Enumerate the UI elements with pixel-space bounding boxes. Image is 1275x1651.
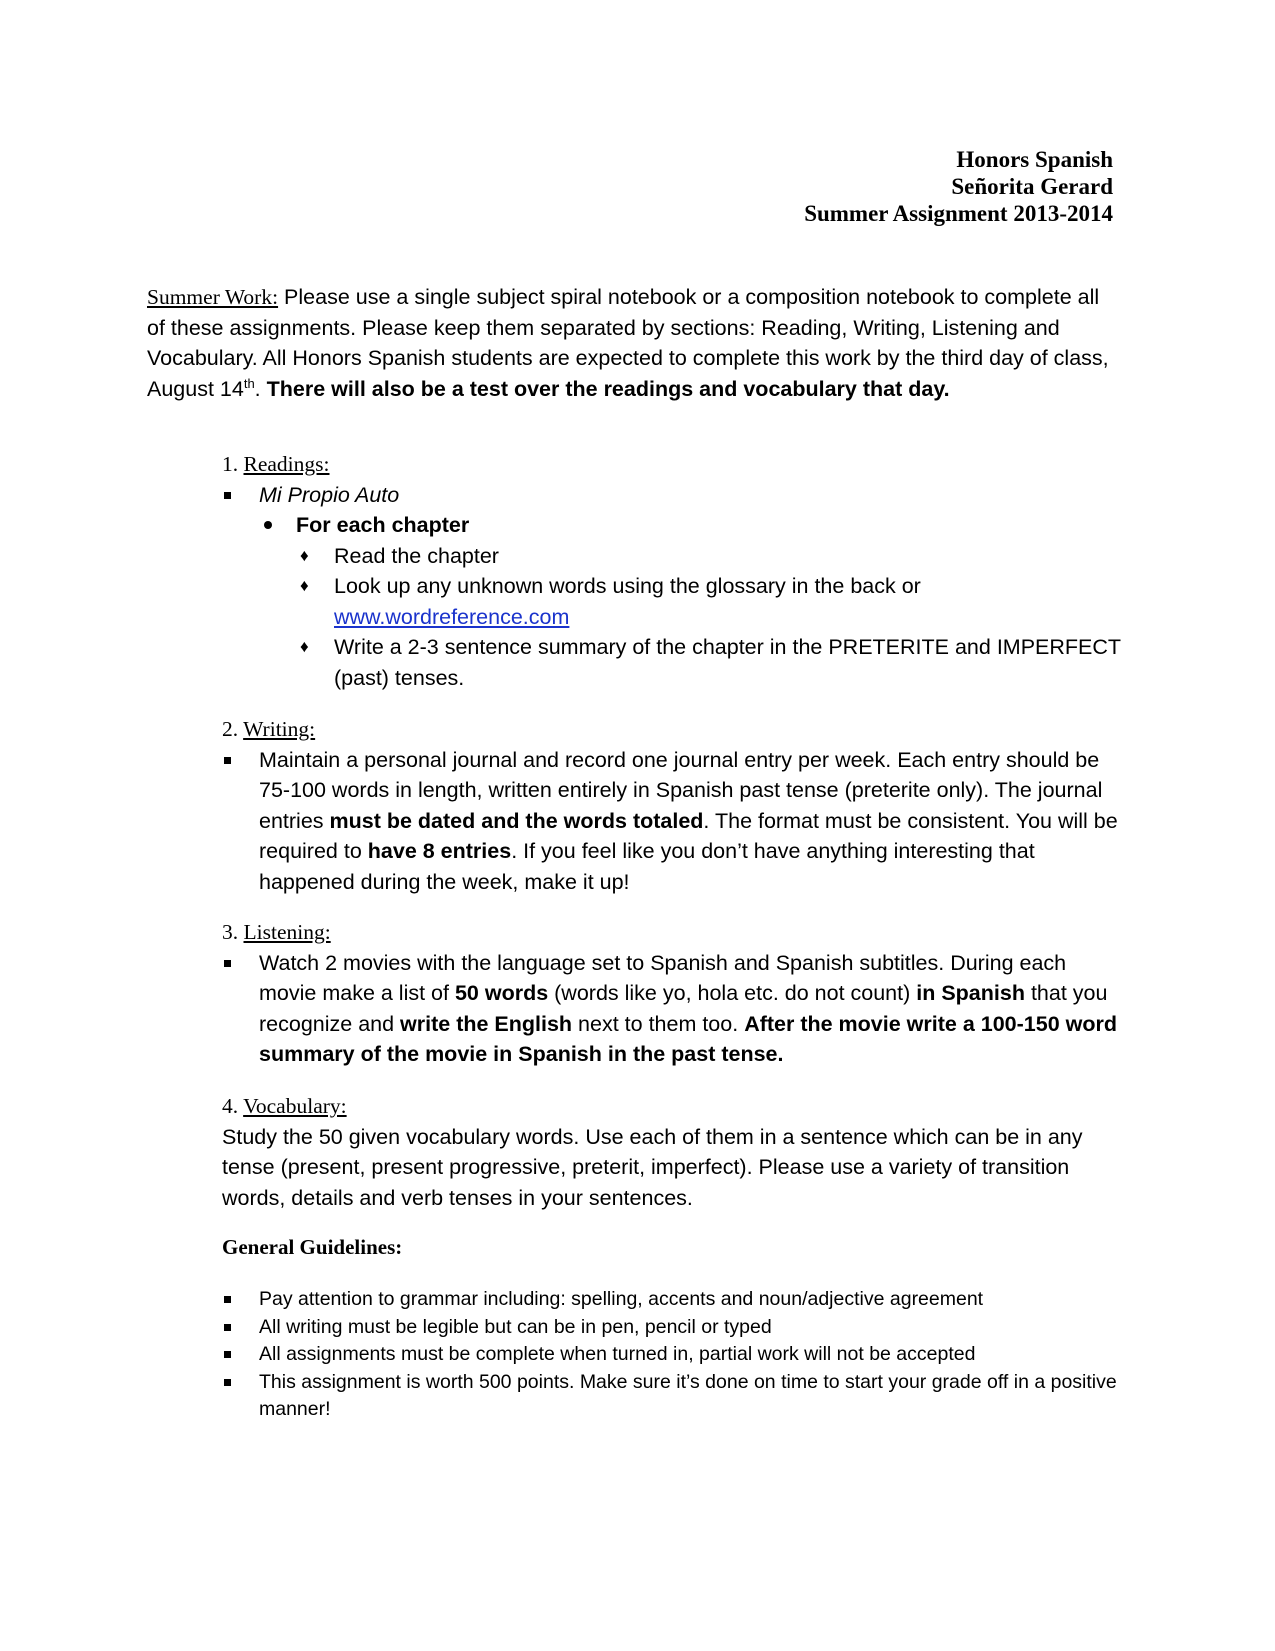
- vocabulary-heading: [222, 1091, 1122, 1122]
- guideline-text: All assignments must be complete when turned in, partial work will not be accepted: [259, 1343, 976, 1365]
- listening-bold-3: write the English: [400, 1011, 573, 1036]
- square-bullet-icon: [224, 492, 231, 499]
- intro-sup: th: [243, 375, 255, 391]
- readings-heading: [222, 449, 1122, 480]
- readings-section: [222, 449, 1122, 693]
- writing-title: Writing:: [243, 717, 316, 741]
- intro-paragraph: [147, 282, 1117, 404]
- listening-section: [222, 917, 1122, 1070]
- listening-text-3: that you recognize and: [259, 981, 1108, 1036]
- writing-number: 2.: [222, 717, 244, 741]
- course-title: Honors Spanish: [956, 147, 1113, 172]
- writing-bold-2: have 8 entries: [367, 839, 512, 863]
- writing-heading: [222, 714, 1122, 745]
- writing-text-2: . The format must be consistent. You will be required to: [259, 808, 1118, 863]
- guideline-text: Pay attention to grammar including: spelling, accents and noun/adjective agreement: [259, 1288, 984, 1310]
- listening-text-4: next to them too.: [572, 1011, 745, 1036]
- list-item: [222, 1286, 1122, 1314]
- listening-number: 3.: [222, 920, 244, 944]
- list-item: [222, 632, 1122, 693]
- list-item: [222, 1314, 1122, 1342]
- writing-text-1: Maintain a personal journal and record one journal entry per week. Each entry should be 75-100 words in length, written entirely in Spanish past tense (preterite only). The journal entries: [259, 747, 1103, 833]
- vocabulary-number: 4.: [222, 1094, 244, 1118]
- list-item: [222, 510, 1122, 541]
- guideline-text: This assignment is worth 500 points. Make sure it’s done on time to start your grade off in a positive manner!: [259, 1370, 1117, 1420]
- diamond-bullet-icon: ♦: [300, 545, 309, 565]
- square-bullet-icon: [224, 1379, 231, 1386]
- guidelines-list: [222, 1286, 1122, 1424]
- step-lookup: Look up any unknown words using the glossary in the back or: [334, 574, 921, 598]
- step-read: Read the chapter: [334, 543, 499, 568]
- diamond-bullet-icon: ♦: [300, 576, 309, 595]
- step-summary: Write a 2-3 sentence summary of the chapter in the PRETERITE and IMPERFECT (past) tenses.: [334, 635, 1121, 690]
- readings-title: Readings:: [243, 452, 330, 476]
- listening-title: Listening:: [243, 920, 331, 944]
- guideline-text: All writing must be legible but can be in pen, pencil or typed: [259, 1315, 772, 1338]
- square-bullet-icon: [224, 1324, 231, 1331]
- document-header: [804, 146, 1113, 227]
- square-bullet-icon: [224, 1296, 231, 1303]
- square-bullet-icon: [224, 757, 231, 764]
- for-each-chapter: For each chapter: [296, 513, 470, 537]
- vocabulary-section: [222, 1091, 1122, 1213]
- wordreference-link[interactable]: www.wordreference.com: [334, 604, 570, 629]
- writing-section: [222, 714, 1122, 897]
- listening-bold-1: 50 words: [454, 981, 549, 1005]
- writing-text-3: . If you feel like you don’t have anything interesting that happened during the week, make it up!: [259, 839, 1035, 894]
- guidelines-title: General Guidelines:: [222, 1235, 403, 1259]
- listening-heading: [222, 917, 1122, 948]
- listening-text-2: (words like yo, hola etc. do not count): [548, 981, 917, 1005]
- diamond-bullet-icon: ♦: [300, 637, 309, 656]
- list-item: [222, 480, 1122, 511]
- square-bullet-icon: [224, 1351, 231, 1358]
- list-item: [222, 541, 1122, 572]
- list-item: [222, 571, 1122, 632]
- round-bullet-icon: [264, 521, 272, 529]
- guidelines-section: [222, 1232, 1122, 1263]
- assignment-title: Summer Assignment 2013-2014: [804, 201, 1113, 226]
- vocabulary-text: Study the 50 given vocabulary words. Use each of them in a sentence which can be in any tense (present, present progressive, preterit, imperfect). Please use a variety of transition words, details and verb tenses in your sentences.: [222, 1124, 1083, 1210]
- square-bullet-icon: [224, 960, 231, 967]
- list-item: [222, 745, 1122, 898]
- listening-bold-2: in Spanish: [916, 981, 1025, 1005]
- teacher-name: Señorita Gerard: [951, 174, 1113, 199]
- readings-number: 1.: [222, 452, 244, 476]
- intro-text-b: .: [254, 376, 267, 401]
- listening-bold-4: After the movie write a 100-150 word summary of the movie in Spanish in the past tense.: [259, 1011, 1117, 1066]
- listening-text-1: Watch 2 movies with the language set to Spanish and Spanish subtitles. During each movie make a list of: [259, 950, 1067, 1005]
- intro-text: Please use a single subject spiral notebook or a composition notebook to complete all of these assignments. Please keep them separated by sections: Reading, Writing, Listening and Vocabulary. All Honors Spanish students are expected to complete this work by the third day of class, August 14: [147, 285, 1109, 401]
- intro-label: Summer Work:: [147, 285, 279, 309]
- list-item: [222, 1369, 1122, 1424]
- list-item: [222, 1341, 1122, 1369]
- list-item: [222, 948, 1122, 1070]
- vocabulary-title: Vocabulary:: [243, 1094, 347, 1118]
- writing-bold-1: must be dated and the words totaled: [329, 808, 704, 833]
- book-title: Mi Propio Auto: [259, 482, 400, 507]
- intro-bold: There will also be a test over the readings and vocabulary that day.: [266, 376, 950, 401]
